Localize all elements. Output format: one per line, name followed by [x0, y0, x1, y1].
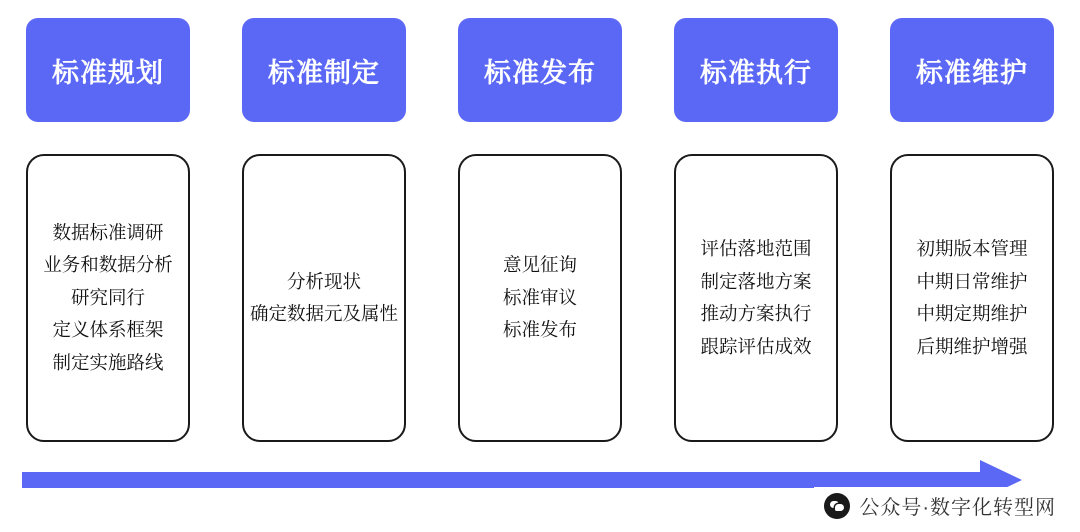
task-item: 中期定期维护 [916, 303, 1028, 324]
phase-title-box [458, 18, 622, 122]
task-item: 定义体系框架 [52, 319, 164, 341]
task-item: 确定数据元及属性 [249, 303, 398, 324]
phase-title-box [890, 18, 1054, 122]
task-item: 标准发布 [502, 319, 577, 341]
arrow-shaft [22, 472, 988, 488]
phase-task-box [242, 154, 406, 442]
watermark-label: 公众号·数字化转型网 [859, 497, 1056, 519]
phase-task-box [890, 154, 1054, 442]
task-item: 分析现状 [286, 270, 361, 292]
phase-column-3 [450, 18, 630, 442]
wechat-logo-icon [824, 493, 850, 519]
phase-title-label: 标准制定 [268, 57, 380, 88]
phase-task-box [674, 154, 838, 442]
phase-title-box [242, 18, 406, 122]
phase-column-4 [666, 18, 846, 442]
task-item: 制定实施路线 [52, 351, 164, 373]
phase-columns [18, 18, 1062, 442]
phase-task-box [458, 154, 622, 442]
phase-title-label: 标准维护 [916, 57, 1028, 88]
phase-column-2 [234, 18, 414, 442]
phase-column-1 [18, 18, 198, 442]
task-item: 推动方案执行 [700, 303, 812, 324]
phase-title-label: 标准发布 [484, 57, 596, 88]
task-item: 研究同行 [70, 286, 145, 308]
phase-column-5 [882, 18, 1062, 442]
phase-task-box [26, 154, 190, 442]
task-item: 初期版本管理 [916, 238, 1028, 259]
task-item: 后期维护增强 [916, 335, 1028, 357]
task-item: 数据标准调研 [52, 221, 164, 243]
task-item: 标准审议 [502, 286, 577, 308]
task-item: 跟踪评估成效 [700, 335, 812, 357]
phase-title-box [26, 18, 190, 122]
watermark [814, 487, 1062, 524]
phase-title-label: 标准规划 [52, 57, 164, 88]
task-item: 意见征询 [502, 254, 577, 276]
task-item: 制定落地方案 [700, 270, 812, 292]
task-item: 评估落地范围 [700, 238, 812, 259]
phase-title-label: 标准执行 [700, 57, 812, 88]
task-item: 中期日常维护 [916, 270, 1028, 292]
phase-title-box [674, 18, 838, 122]
task-item: 业务和数据分析 [43, 254, 173, 276]
